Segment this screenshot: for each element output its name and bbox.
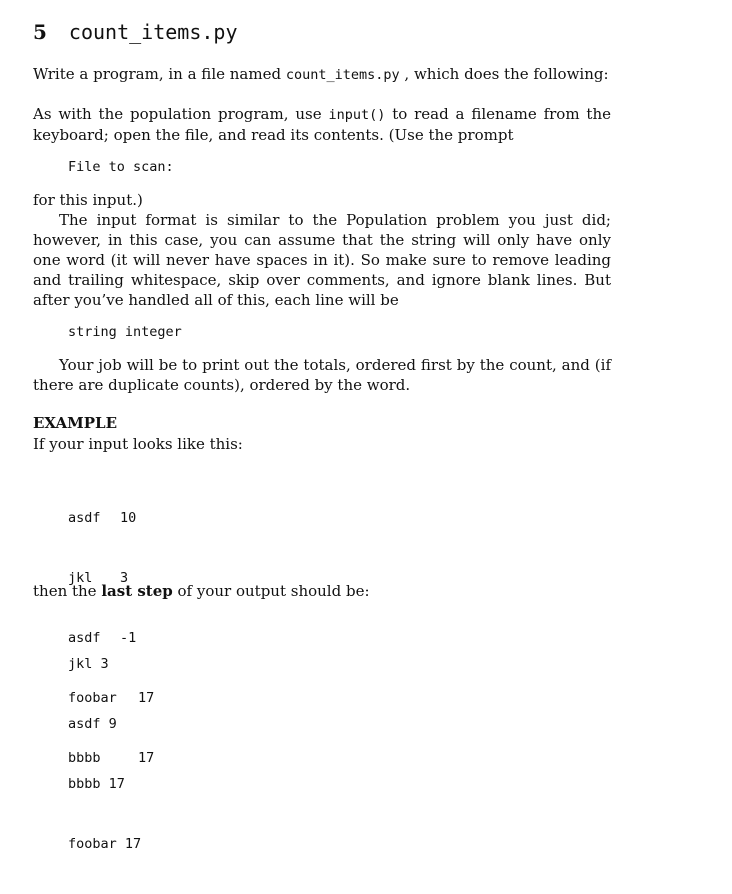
- output-row: bbbb 17: [68, 776, 125, 792]
- output-intro: [33, 581, 611, 601]
- example-intro: If your input looks like this:: [33, 435, 243, 453]
- para2-body: The input format is similar to the Population problem you just did; however, in this case, you can assume that the string will only have only one word (it will never have spaces in it). So make sure to remove leading and trailing whitespace, skip over comments, and ignore blank lines. But after you’ve handled all of this, each line will be: [33, 211, 611, 309]
- intro-filename: count_items.py: [285, 67, 400, 83]
- intro-text-after: , which does the following:: [399, 65, 609, 83]
- input-word: asdf: [68, 510, 101, 526]
- section-number: 5: [33, 20, 47, 44]
- input-value: 10: [120, 510, 137, 526]
- example-heading: EXAMPLE: [33, 414, 118, 432]
- input-value: 3: [120, 570, 129, 586]
- para2-line1: for this input.): [33, 191, 143, 209]
- para1-part2: to read a filename from the keyboard; open the file, and read its contents. (Use the prompt: [33, 105, 611, 144]
- intro-paragraph: [33, 64, 611, 85]
- input-word: foobar: [68, 690, 117, 706]
- output-intro-after: of your output should be:: [172, 582, 370, 600]
- output-intro-bold: last step: [101, 582, 173, 600]
- format-description-paragraph: [33, 190, 611, 310]
- para1-part1: As with the population program, use: [33, 105, 329, 123]
- output-intro-before: then the: [33, 582, 102, 600]
- prompt-code-block: File to scan:: [68, 159, 174, 175]
- input-value: 17: [138, 690, 155, 706]
- input-instructions-paragraph: [33, 104, 611, 145]
- example-output-block: [68, 614, 141, 894]
- input-row: [68, 508, 154, 528]
- input-word: jkl: [68, 570, 93, 586]
- output-row: foobar 17: [68, 836, 142, 852]
- input-value: 17: [138, 750, 155, 766]
- input-word: asdf: [68, 630, 101, 646]
- input-word: bbbb: [68, 750, 101, 766]
- output-row: jkl 3: [68, 656, 109, 672]
- intro-text-before: Write a program, in a file named: [33, 65, 286, 83]
- task-paragraph: Your job will be to print out the totals, ordered first by the count, and (if there are duplicate counts), ordered by the word.: [33, 356, 611, 394]
- format-code-block: string integer: [68, 324, 182, 340]
- input-value: -1: [120, 630, 137, 646]
- section-filename: count_items.py: [68, 20, 238, 44]
- para1-input-code: input(): [328, 107, 386, 123]
- output-row: asdf 9: [68, 716, 117, 732]
- section-heading: [33, 20, 238, 44]
